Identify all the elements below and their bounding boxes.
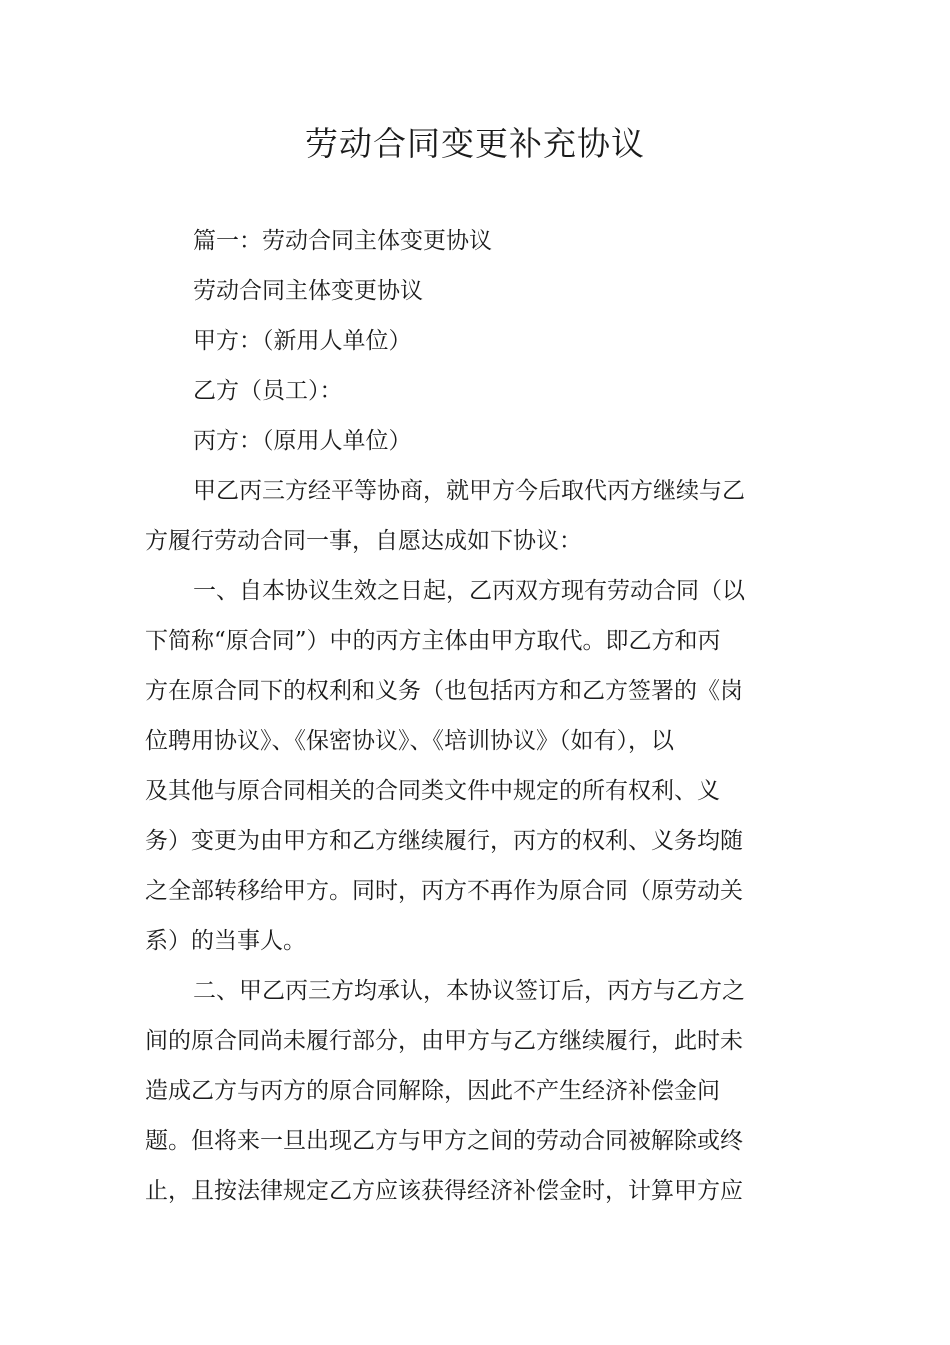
body-text-line: 甲方：（新用人单位） bbox=[193, 328, 412, 354]
body-text-line: 题。但将来一旦出现乙方与甲方之间的劳动合同被解除或终 bbox=[145, 1128, 743, 1154]
document-title: 劳动合同变更补充协议 bbox=[305, 124, 645, 163]
body-text-line: 造成乙方与丙方的原合同解除，因此不产生经济补偿金问 bbox=[145, 1078, 720, 1104]
body-text-line: 止，且按法律规定乙方应该获得经济补偿金时，计算甲方应 bbox=[145, 1178, 743, 1204]
body-text-line: 丙方：（原用人单位） bbox=[193, 428, 412, 454]
body-text-line: 乙方（员工）： bbox=[193, 378, 343, 404]
body-text-line: 位聘用协议》、《保密协议》、《培训协议》（如有），以 bbox=[145, 728, 674, 754]
body-text-line: 方在原合同下的权利和义务（也包括丙方和乙方签署的《岗 bbox=[145, 678, 743, 704]
body-text-line: 劳动合同主体变更协议 bbox=[193, 278, 423, 304]
body-text-line: 下简称“原合同”）中的丙方主体由甲方取代。即乙方和丙 bbox=[145, 628, 721, 654]
body-text-line: 方履行劳动合同一事，自愿达成如下协议： bbox=[145, 528, 582, 554]
body-text-line: 间的原合同尚未履行部分，由甲方与乙方继续履行，此时未 bbox=[145, 1028, 743, 1054]
body-text-line: 篇一：劳动合同主体变更协议 bbox=[193, 228, 492, 254]
body-text-line: 务）变更为由甲方和乙方继续履行，丙方的权利、义务均随 bbox=[145, 828, 743, 854]
body-text-line: 甲乙丙三方经平等协商，就甲方今后取代丙方继续与乙 bbox=[193, 478, 745, 504]
body-text-line: 及其他与原合同相关的合同类文件中规定的所有权利、义 bbox=[145, 778, 720, 804]
body-text-line: 一、自本协议生效之日起，乙丙双方现有劳动合同（以 bbox=[193, 578, 745, 604]
body-text-line: 之全部转移给甲方。同时，丙方不再作为原合同（原劳动关 bbox=[145, 878, 743, 904]
body-text-line: 系）的当事人。 bbox=[145, 928, 306, 954]
body-text-line: 二、甲乙丙三方均承认，本协议签订后，丙方与乙方之 bbox=[193, 978, 745, 1004]
